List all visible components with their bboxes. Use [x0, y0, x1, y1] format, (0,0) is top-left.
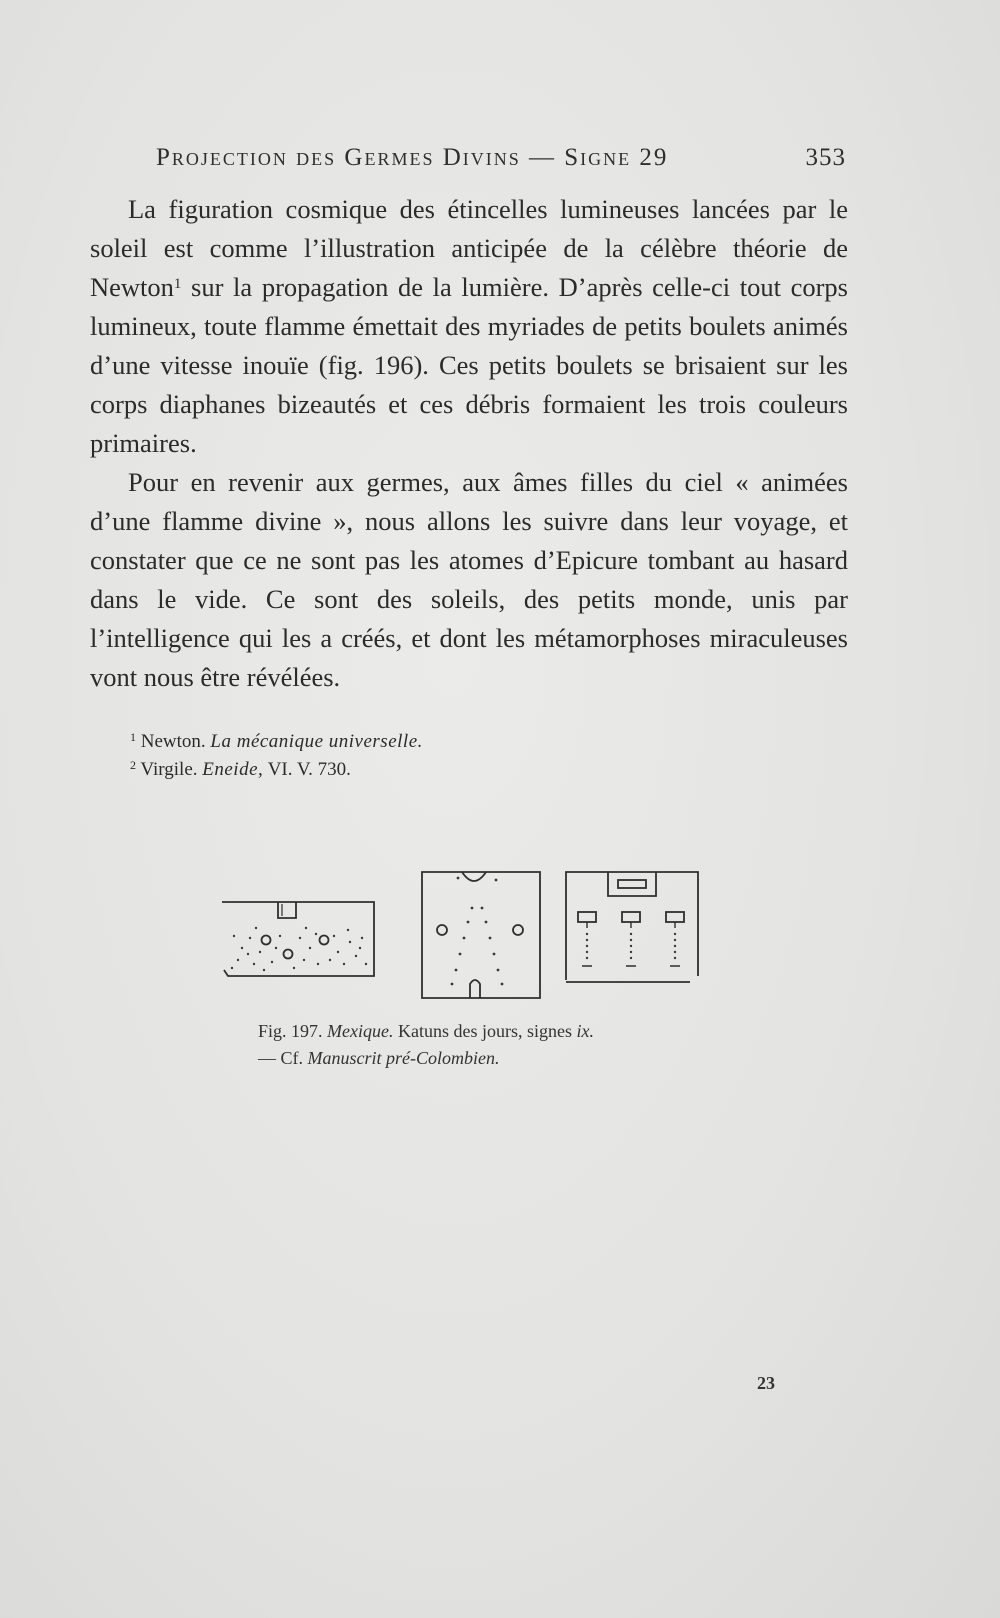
caption-description: Katuns des jours, signes: [397, 1021, 572, 1041]
footnote-1-author: Newton.: [140, 731, 206, 752]
caption-label: Fig. 197.: [258, 1021, 323, 1041]
figure-panel-right: [566, 872, 698, 982]
folio-number: 23: [757, 1373, 775, 1393]
figure-caption: [258, 1018, 718, 1072]
caption-place: Mexique.: [327, 1021, 394, 1041]
paragraph-1-start: La figuration cosmique des étincelles lumineuses lancées par le soleil est comme l’illustration anticipée de la célèbre théorie de Newton: [90, 194, 848, 302]
footnote-ref-1: 1: [173, 276, 182, 292]
caption-source: Manuscrit pré-Colombien.: [307, 1048, 500, 1068]
figure-panel-middle: [422, 872, 540, 998]
footnote-1-work: La mécanique universelle.: [210, 731, 423, 752]
caption-cf: — Cf.: [258, 1048, 303, 1068]
running-head: [156, 144, 846, 172]
footnote-2-author: Virgile.: [140, 759, 198, 780]
running-head-title: Projection des Germes Divins — Signe 29: [156, 144, 669, 171]
footnote-2-work: Eneide,: [202, 759, 264, 780]
footnote-2-number: 2: [130, 758, 136, 772]
figure-panel-left: [222, 902, 374, 976]
body-text: [90, 190, 848, 697]
footnote-2: [130, 756, 423, 784]
running-head-page-number: 353: [805, 144, 846, 171]
footnote-1: [130, 728, 423, 756]
footnote-2-reference: VI. V. 730.: [267, 759, 351, 780]
paragraph-2: Pour en revenir aux germes, aux âmes filles du ciel « animées d’une flamme divine », nous allons les suivre dans leur voyage, et constater que ce ne sont pas les atomes d’Epicure tombant au hasard dans le vide. Ce sont des soleils, des petits monde, unis par l’intelligence qui les a créés, et dont les métamorphoses miraculeuses vont nous être révélées.: [90, 467, 848, 692]
figure-197-illustration: [220, 868, 730, 1008]
footnote-1-number: 1: [130, 730, 136, 744]
caption-sign: ix.: [576, 1021, 594, 1041]
paragraph-1-end: sur la propagation de la lumière. D’après celle-ci tout corps lumineux, toute flamme émettait des myriades de petits boulets animés d’une vitesse inouïe (fig. 196). Ces petits boulets se brisaient sur les corps diaphanes bizeautés et ces débris formaient les trois couleurs primaires.: [90, 272, 848, 458]
footnotes: [130, 728, 423, 784]
paragraph-1: [90, 190, 848, 463]
